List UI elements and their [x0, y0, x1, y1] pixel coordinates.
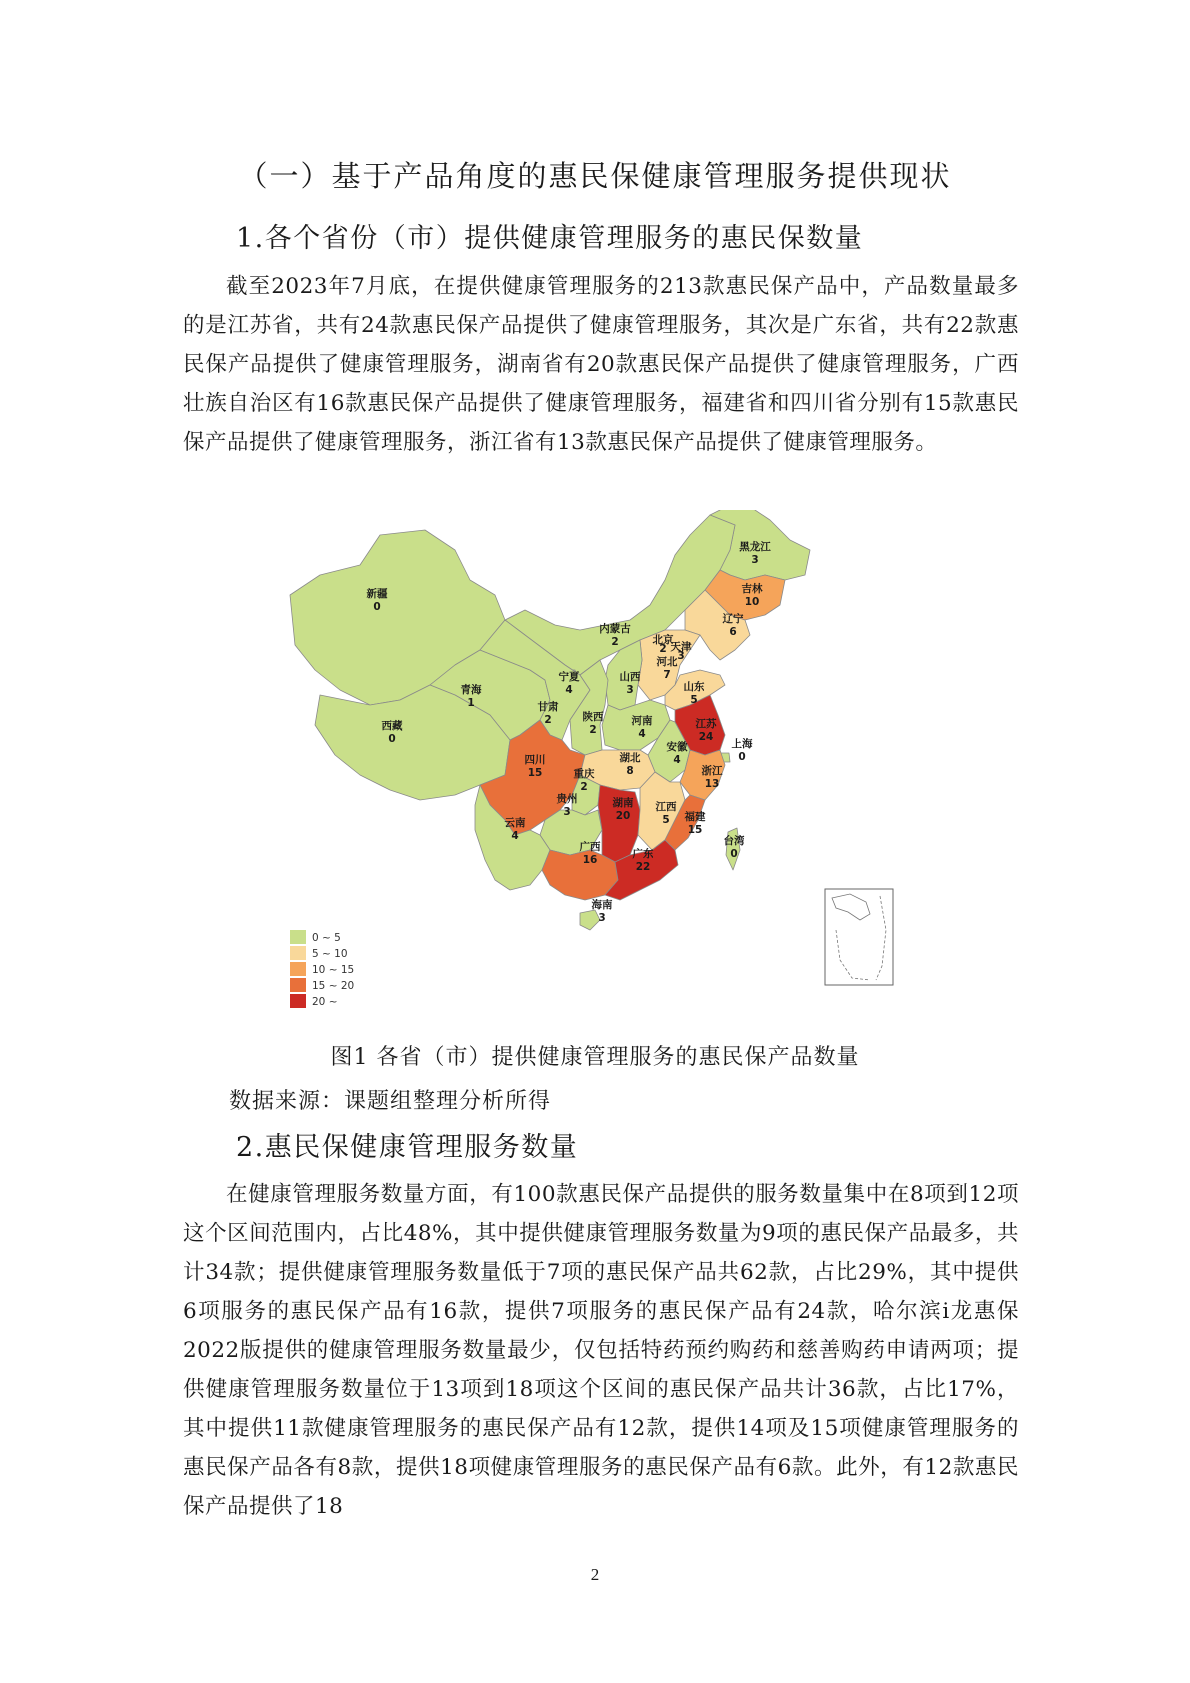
province-name-tianjin: 天津	[670, 641, 692, 653]
province-hainan	[580, 910, 600, 930]
province-name-shanghai: 上海	[731, 738, 753, 750]
province-name-shandong: 山东	[683, 681, 705, 693]
province-name-fujian: 福建	[684, 811, 706, 823]
province-value-guizhou: 3	[563, 806, 571, 818]
province-value-guangxi: 16	[582, 854, 598, 866]
province-name-yunnan: 云南	[504, 817, 526, 829]
province-value-neimenggu: 2	[611, 636, 619, 648]
province-name-sichuan: 四川	[524, 754, 546, 766]
subsection-title-2: 2.惠民保健康管理服务数量	[236, 1132, 579, 1163]
province-name-guangdong: 广东	[632, 848, 654, 860]
province-value-henan: 4	[638, 728, 646, 740]
province-value-ningxia: 4	[565, 684, 573, 696]
figure-caption: 图1 各省（市）提供健康管理服务的惠民保产品数量	[330, 1045, 860, 1070]
province-value-taiwan: 0	[730, 848, 738, 860]
province-value-shaanxi: 2	[589, 724, 597, 736]
province-name-hebei: 河北	[656, 656, 678, 668]
province-value-jiangsu: 24	[698, 731, 714, 743]
province-name-ningxia: 宁夏	[558, 671, 580, 683]
province-value-shanghai: 0	[738, 751, 746, 763]
subsection-title-1: 1.各个省份（市）提供健康管理服务的惠民保数量	[236, 223, 864, 254]
legend-swatch-0	[290, 930, 306, 944]
province-name-hainan: 海南	[591, 899, 613, 911]
legend-swatch-2	[290, 962, 306, 976]
province-value-yunnan: 4	[511, 830, 519, 842]
province-value-chongqing: 2	[580, 781, 588, 793]
province-value-jiangxi: 5	[662, 814, 670, 826]
legend-swatch-1	[290, 946, 306, 960]
province-value-anhui: 4	[673, 754, 681, 766]
province-value-hainan: 3	[598, 912, 606, 924]
province-name-xinjiang: 新疆	[366, 588, 388, 600]
province-value-hebei: 7	[663, 669, 671, 681]
province-name-chongqing: 重庆	[573, 768, 595, 780]
province-value-tianjin: 3	[677, 650, 685, 662]
china-choropleth-map	[280, 510, 900, 1010]
data-source-note: 数据来源：课题组整理分析所得	[229, 1089, 552, 1114]
province-name-jiangxi: 江西	[655, 801, 677, 813]
province-name-neimenggu: 内蒙古	[599, 623, 631, 635]
province-value-beijing: 2	[659, 643, 667, 655]
province-name-henan: 河南	[631, 715, 653, 727]
province-value-fujian: 15	[687, 824, 703, 836]
province-name-hunan: 湖南	[612, 797, 634, 809]
province-name-anhui: 安徽	[666, 741, 688, 753]
province-name-jilin: 吉林	[741, 583, 763, 595]
province-value-liaoning: 6	[729, 626, 737, 638]
legend-label-1: 5 ~ 10	[312, 948, 348, 960]
province-name-liaoning: 辽宁	[722, 613, 744, 625]
province-name-guizhou: 贵州	[556, 793, 578, 805]
province-name-shanxi: 山西	[619, 671, 641, 683]
province-value-jilin: 10	[744, 596, 760, 608]
province-value-shanxi: 3	[626, 684, 634, 696]
legend-swatch-4	[290, 994, 306, 1008]
province-name-gansu: 甘肃	[537, 701, 559, 713]
province-value-heilongjiang: 3	[751, 554, 759, 566]
page-number: 2	[590, 1565, 600, 1584]
province-value-xizang: 0	[388, 733, 396, 745]
province-value-guangdong: 22	[635, 861, 651, 873]
province-value-qinghai: 1	[467, 697, 475, 709]
province-name-heilongjiang: 黑龙江	[739, 541, 771, 553]
province-name-jiangsu: 江苏	[695, 718, 717, 730]
south-china-sea-inset	[825, 889, 893, 985]
province-name-qinghai: 青海	[460, 684, 482, 696]
province-value-hunan: 20	[615, 810, 631, 822]
legend-label-2: 10 ~ 15	[312, 964, 355, 976]
province-value-sichuan: 15	[527, 767, 543, 779]
province-name-shaanxi: 陕西	[582, 711, 604, 723]
map-legend	[290, 930, 354, 1008]
province-value-zhejiang: 13	[704, 778, 720, 790]
province-name-beijing: 北京	[652, 634, 674, 646]
paragraph-2: 在健康管理服务数量方面，有100款惠民保产品提供的服务数量集中在8项到12项这个区间范围内，占比48%，其中提供健康管理服务数量为9项的惠民保产品最多，共计34款；提供健康管理服务数量低于7项的惠民保产品共62款，占比29%，其中提供6项服务的惠民保产品有16款，提供7项服务的惠民保产品有24款，哈尔滨i龙惠保2022版提供的健康管理服务数量最少，仅包括特药预约购药和慈善购药申请两项；提供健康管理服务数量位于13项到18项这个区间的惠民保产品共计36款，占比17%，其中提供11款健康管理服务的惠民保产品有12款，提供14项及15项健康管理服务的惠民保产品各有8款，提供18项健康管理服务的惠民保产品有6款。此外，有12款惠民保产品提供了18	[183, 1182, 1019, 1519]
province-guangxi	[542, 850, 618, 900]
province-name-hubei: 湖北	[619, 752, 641, 764]
province-name-guangxi: 广西	[579, 841, 601, 853]
legend-label-4: 20 ~	[312, 996, 338, 1008]
province-value-gansu: 2	[544, 714, 552, 726]
province-value-shandong: 5	[690, 694, 698, 706]
province-name-taiwan: 台湾	[723, 835, 745, 847]
province-name-zhejiang: 浙江	[701, 765, 723, 777]
paragraph-1: 截至2023年7月底，在提供健康管理服务的213款惠民保产品中，产品数量最多的是江苏省，共有24款惠民保产品提供了健康管理服务，其次是广东省，共有22款惠民保产品提供了健康管理服务，湖南省有20款惠民保产品提供了健康管理服务，广西壮族自治区有16款惠民保产品提供了健康管理服务，福建省和四川省分别有15款惠民保产品提供了健康管理服务，浙江省有13款惠民保产品提供了健康管理服务。	[183, 274, 1019, 455]
province-value-hubei: 8	[626, 765, 634, 777]
legend-swatch-3	[290, 978, 306, 992]
legend-label-3: 15 ~ 20	[312, 980, 355, 992]
legend-label-0: 0 ~ 5	[312, 932, 341, 944]
province-name-xizang: 西藏	[381, 720, 403, 732]
province-value-xinjiang: 0	[373, 601, 381, 613]
section-title: （一）基于产品角度的惠民保健康管理服务提供现状	[238, 159, 952, 193]
